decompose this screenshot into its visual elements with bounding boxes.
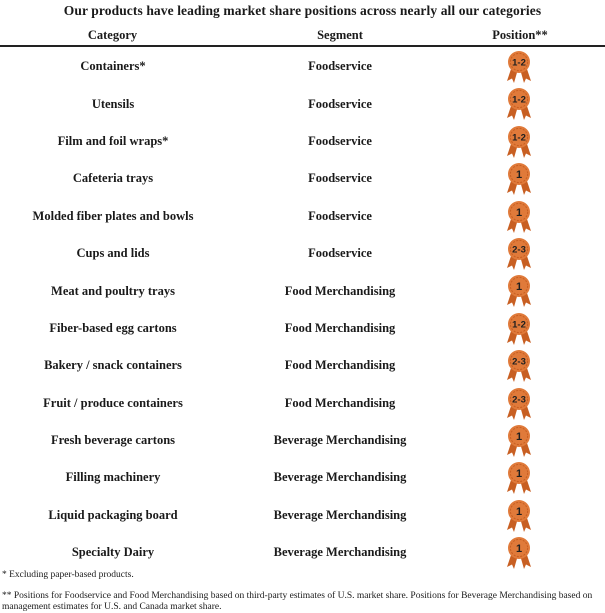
footnote-excluding: * Excluding paper-based products.: [2, 570, 134, 580]
page-title: Our products have leading market share positions across nearly all our categories: [63, 3, 542, 18]
segment-cell: Foodservice: [308, 59, 372, 74]
position-value: 1: [515, 206, 523, 219]
position-value: 1: [515, 468, 523, 481]
table-row: [0, 198, 605, 235]
category-cell: Molded fiber plates and bowls: [32, 208, 194, 223]
segment-cell: Beverage Merchandising: [273, 545, 407, 560]
award-ribbon-icon: [504, 200, 534, 234]
table-row: [0, 272, 605, 309]
award-ribbon-icon: [504, 424, 534, 458]
table-row: [0, 422, 605, 459]
position-value: 1: [515, 169, 523, 182]
award-ribbon-icon: [504, 237, 534, 271]
award-ribbon-icon: [504, 499, 534, 533]
column-header-category: Category: [87, 28, 138, 42]
segment-cell: Beverage Merchandising: [273, 507, 407, 522]
category-cell: Containers*: [80, 59, 146, 74]
award-ribbon-icon: [504, 125, 534, 159]
table-row: [0, 347, 605, 384]
category-cell: Liquid packaging board: [48, 507, 178, 522]
table-row: [0, 160, 605, 197]
position-value: 1: [515, 430, 523, 443]
position-value: 1: [515, 543, 523, 556]
table-row: [0, 123, 605, 160]
position-value: 2-3: [512, 356, 526, 368]
award-ribbon-icon: [504, 387, 534, 421]
category-cell: Fresh beverage cartons: [50, 433, 176, 448]
table-row: [0, 85, 605, 122]
category-cell: Fruit / produce containers: [43, 395, 183, 410]
table-row: [0, 310, 605, 347]
segment-cell: Foodservice: [308, 208, 372, 223]
segment-cell: Beverage Merchandising: [273, 433, 407, 448]
award-ribbon-icon: [504, 312, 534, 346]
award-ribbon-icon: [504, 461, 534, 495]
award-ribbon-icon: [504, 274, 534, 308]
category-cell: Fiber-based egg cartons: [49, 320, 177, 335]
table-row: [0, 534, 605, 571]
table-header: [0, 28, 605, 45]
position-value: 1-2: [512, 132, 526, 144]
award-ribbon-icon: [504, 536, 534, 570]
segment-cell: Food Merchandising: [284, 395, 396, 410]
segment-cell: Foodservice: [308, 171, 372, 186]
segment-cell: Foodservice: [308, 133, 372, 148]
category-cell: Cafeteria trays: [72, 171, 154, 186]
category-cell: Film and foil wraps*: [57, 133, 169, 148]
table-row: [0, 497, 605, 534]
table-row: [0, 48, 605, 85]
position-value: 1-2: [512, 57, 526, 69]
category-cell: Filling machinery: [65, 470, 161, 485]
footnote-positions: ** Positions for Foodservice and Food Merchandising based on third-party estimates of U.S. market share. Positions for Beverage Merchandising based on management estimates for U.S. and Canada market share.: [2, 591, 593, 612]
award-ribbon-icon: [504, 162, 534, 196]
position-value: 1-2: [512, 319, 526, 331]
column-header-position: Position**: [492, 28, 548, 42]
position-value: 2-3: [512, 393, 526, 405]
market-share-table: [0, 48, 605, 571]
segment-cell: Foodservice: [308, 96, 372, 111]
footnotes: [2, 570, 602, 613]
segment-cell: Food Merchandising: [284, 283, 396, 298]
position-value: 1: [515, 281, 523, 294]
segment-cell: Beverage Merchandising: [273, 470, 407, 485]
award-ribbon-icon: [504, 349, 534, 383]
category-cell: Specialty Dairy: [71, 545, 155, 560]
award-ribbon-icon: [504, 50, 534, 84]
column-header-segment: Segment: [317, 28, 363, 42]
header-divider: [0, 45, 605, 47]
table-row: [0, 235, 605, 272]
table-row: [0, 459, 605, 496]
category-cell: Meat and poultry trays: [51, 283, 175, 298]
category-cell: Utensils: [91, 96, 135, 111]
award-ribbon-icon: [504, 87, 534, 121]
position-value: 1-2: [512, 94, 526, 106]
category-cell: Bakery / snack containers: [44, 358, 182, 373]
position-value: 1: [515, 505, 523, 518]
segment-cell: Food Merchandising: [284, 358, 396, 373]
table-row: [0, 385, 605, 422]
position-value: 2-3: [512, 244, 526, 256]
category-cell: Cups and lids: [76, 246, 150, 261]
segment-cell: Foodservice: [308, 246, 372, 261]
segment-cell: Food Merchandising: [284, 320, 396, 335]
